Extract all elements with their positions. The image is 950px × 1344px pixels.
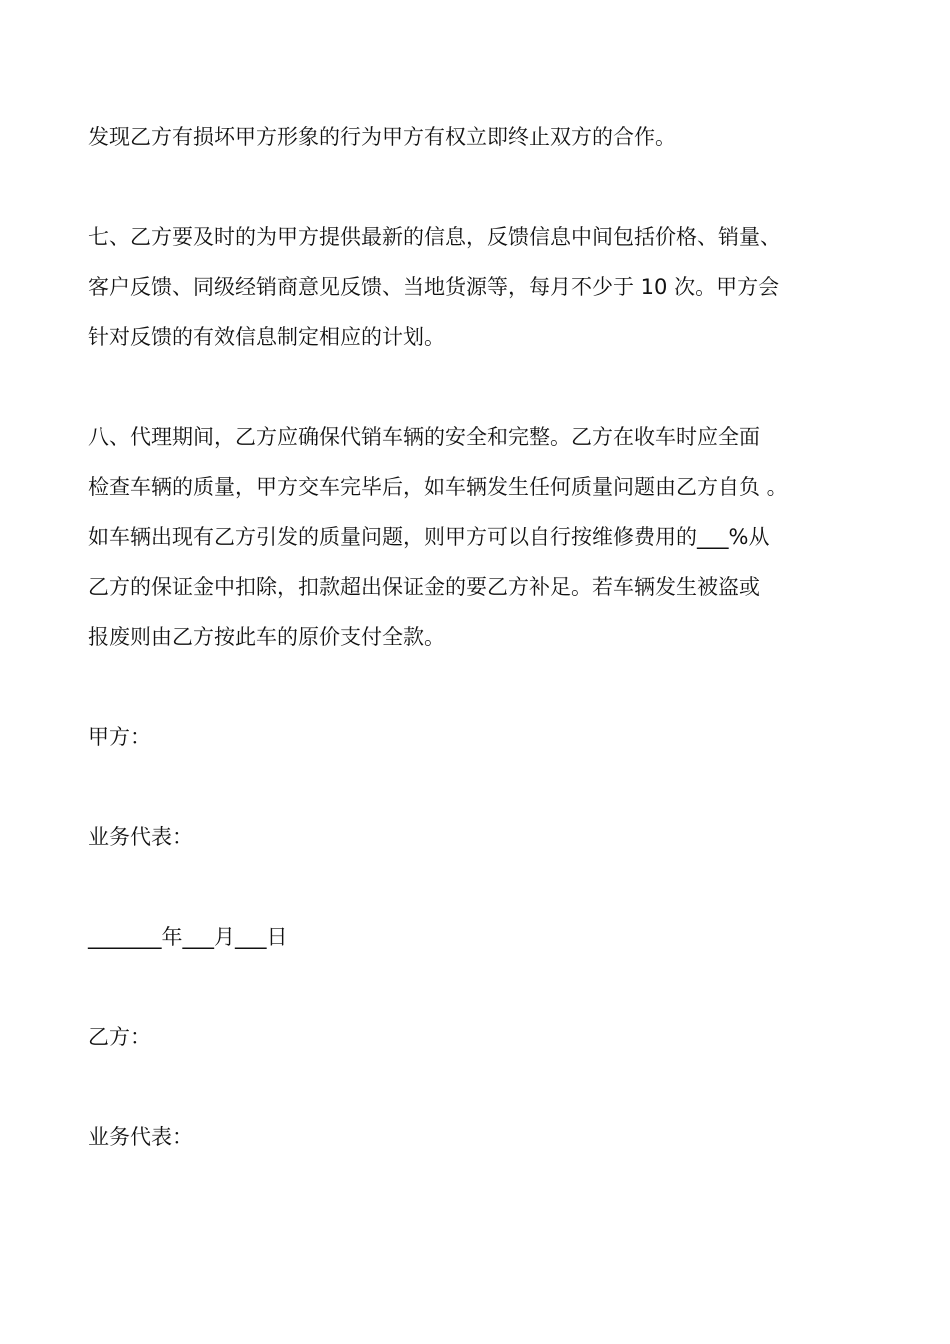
paragraph-line: 乙方的保证金中扣除，扣款超出保证金的要乙方补足。若车辆发生被盗或 [88,575,760,599]
paragraph-line: 七、乙方要及时的为甲方提供最新的信息，反馈信息中间包括价格、销量、 [88,225,781,249]
clause-seven-paragraph [88,212,888,362]
intro-paragraph [88,112,888,162]
party-a-label: 甲方： [88,725,151,749]
paragraph-line: 针对反馈的有效信息制定相应的计划。 [88,325,445,349]
date-line: _______年___月___日 [88,925,288,949]
paragraph-line: 客户反馈、同级经销商意见反馈、当地货源等，每月不少于 10 次。甲方会 [88,275,780,299]
party-b-label: 乙方： [88,1025,151,1049]
paragraph-line: 检查车辆的质量，甲方交车完毕后，如车辆发生任何质量问题由乙方自负 。 [88,475,788,499]
clause-eight-paragraph [88,412,888,662]
paragraph-line: 报废则由乙方按此车的原价支付全款。 [88,625,445,649]
paragraph-line: 八、代理期间，乙方应确保代销车辆的安全和完整。乙方在收车时应全面 [88,425,760,449]
paragraph-line: 如车辆出现有乙方引发的质量问题，则甲方可以自行按维修费用的___%从 [88,525,770,549]
party-b-representative-label: 业务代表： [88,1125,193,1149]
party-a-representative-label: 业务代表： [88,825,193,849]
paragraph-line: 发现乙方有损坏甲方形象的行为甲方有权立即终止双方的合作。 [88,125,676,149]
